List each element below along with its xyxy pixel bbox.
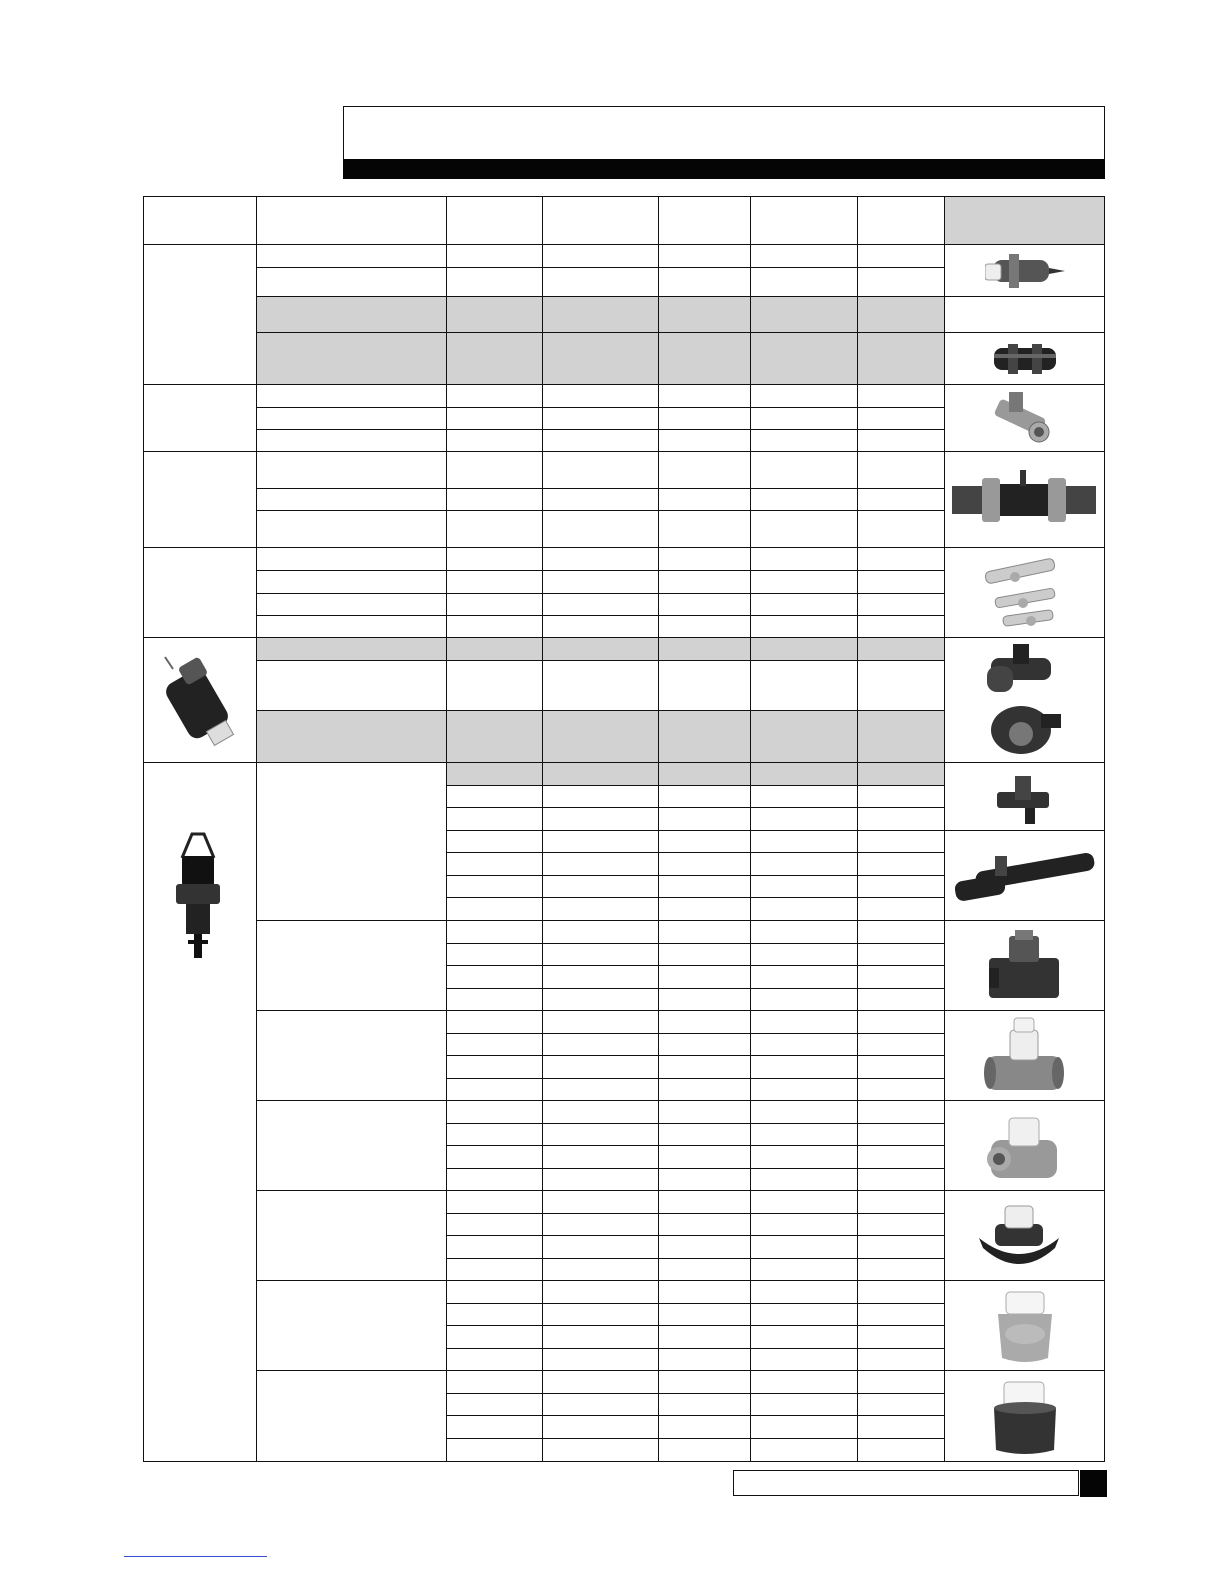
data-cell: [858, 661, 945, 711]
data-cell: [543, 1439, 659, 1462]
data-cell: [659, 763, 751, 786]
data-cell: [659, 989, 751, 1011]
data-cell: [543, 333, 659, 385]
data-cell: [751, 594, 858, 616]
data-cell: [543, 1056, 659, 1079]
data-cell: [858, 594, 945, 616]
data-cell: [751, 831, 858, 853]
data-cell: [447, 1394, 543, 1416]
threaded-union-fitting-image: [990, 338, 1060, 380]
data-cell: [257, 430, 447, 452]
header-cell: [143, 196, 257, 245]
data-cell: [543, 1281, 659, 1304]
data-cell: [751, 989, 858, 1011]
data-cell: [447, 1326, 543, 1349]
data-cell: [543, 1214, 659, 1236]
sensor-type-cell: [143, 452, 257, 548]
data-cell: [543, 1304, 659, 1326]
molded-tee-and-saddle-image: [985, 642, 1063, 760]
data-cell: [751, 1124, 858, 1146]
data-cell: [659, 786, 751, 808]
data-cell: [543, 616, 659, 638]
data-cell: [257, 661, 447, 711]
data-cell: [659, 452, 751, 489]
fitting-kit-image: [975, 555, 1071, 633]
data-cell: [858, 944, 945, 966]
footer-label-box: [733, 1470, 1079, 1496]
data-cell: [543, 853, 659, 876]
data-cell: [543, 548, 659, 571]
data-cell: [447, 1259, 543, 1281]
data-cell: [447, 711, 543, 763]
data-cell: [858, 638, 945, 661]
data-cell: [543, 921, 659, 944]
data-cell: [447, 1169, 543, 1191]
data-cell: [858, 1439, 945, 1462]
data-cell: [257, 297, 447, 333]
data-cell: [543, 268, 659, 297]
iron-tee-image: [980, 1016, 1068, 1096]
data-cell: [659, 1326, 751, 1349]
data-cell: [858, 1034, 945, 1056]
data-cell: [447, 808, 543, 831]
data-cell: [751, 385, 858, 408]
data-cell: [751, 1349, 858, 1371]
data-cell: [751, 808, 858, 831]
data-cell: [659, 1394, 751, 1416]
data-cell: [447, 1124, 543, 1146]
data-cell: [543, 489, 659, 511]
sensor-type-cell: [143, 385, 257, 452]
data-cell: [659, 1034, 751, 1056]
data-cell: [543, 786, 659, 808]
clamp-saddle-image: [985, 1106, 1063, 1186]
fitting-type-cell: [257, 921, 447, 1011]
data-cell: [858, 245, 945, 268]
data-cell: [858, 511, 945, 548]
data-cell: [447, 661, 543, 711]
data-cell: [257, 511, 447, 548]
data-cell: [543, 1101, 659, 1124]
data-cell: [447, 385, 543, 408]
fitting-type-cell: [257, 1281, 447, 1371]
data-cell: [543, 876, 659, 898]
data-cell: [858, 1146, 945, 1169]
image-cell: [945, 297, 1105, 333]
data-cell: [659, 898, 751, 921]
data-cell: [751, 268, 858, 297]
data-cell: [858, 898, 945, 921]
data-cell: [858, 921, 945, 944]
data-cell: [257, 548, 447, 571]
data-cell: [447, 1304, 543, 1326]
data-cell: [447, 1349, 543, 1371]
data-cell: [751, 638, 858, 661]
data-cell: [751, 1394, 858, 1416]
data-cell: [543, 1371, 659, 1394]
data-cell: [858, 1281, 945, 1304]
data-cell: [858, 711, 945, 763]
data-cell: [751, 1326, 858, 1349]
data-cell: [543, 408, 659, 430]
data-cell: [858, 1124, 945, 1146]
data-cell: [447, 638, 543, 661]
fitting-type-cell: [257, 763, 447, 921]
data-cell: [447, 876, 543, 898]
data-cell: [858, 616, 945, 638]
data-cell: [751, 548, 858, 571]
data-cell: [543, 1416, 659, 1439]
data-cell: [659, 297, 751, 333]
data-cell: [659, 1281, 751, 1304]
data-cell: [751, 511, 858, 548]
data-cell: [858, 268, 945, 297]
data-cell: [543, 1146, 659, 1169]
data-cell: [659, 1079, 751, 1101]
header-cell: [447, 196, 543, 245]
title-underline-bar: [343, 159, 1105, 179]
data-cell: [447, 853, 543, 876]
data-cell: [543, 1034, 659, 1056]
data-cell: [751, 1146, 858, 1169]
data-cell: [659, 268, 751, 297]
data-cell: [751, 1214, 858, 1236]
data-cell: [543, 1259, 659, 1281]
sensor-type-cell: [143, 245, 257, 385]
header-cell: [751, 196, 858, 245]
data-cell: [858, 1326, 945, 1349]
data-cell: [858, 808, 945, 831]
header-cell: [945, 196, 1105, 245]
data-cell: [659, 1304, 751, 1326]
data-cell: [659, 548, 751, 571]
product-table: [143, 196, 1105, 1462]
data-cell: [659, 1439, 751, 1462]
data-cell: [858, 763, 945, 786]
data-cell: [543, 1079, 659, 1101]
data-cell: [751, 944, 858, 966]
data-cell: [257, 571, 447, 594]
data-cell: [257, 711, 447, 763]
data-cell: [858, 1191, 945, 1214]
data-cell: [447, 966, 543, 989]
data-cell: [659, 853, 751, 876]
data-cell: [858, 1416, 945, 1439]
data-cell: [543, 898, 659, 921]
data-cell: [858, 1304, 945, 1326]
data-cell: [858, 1259, 945, 1281]
data-cell: [447, 333, 543, 385]
data-cell: [543, 763, 659, 786]
data-cell: [751, 853, 858, 876]
data-cell: [659, 511, 751, 548]
data-cell: [751, 1439, 858, 1462]
data-cell: [543, 1191, 659, 1214]
data-cell: [659, 571, 751, 594]
data-cell: [543, 594, 659, 616]
data-cell: [257, 616, 447, 638]
data-cell: [257, 268, 447, 297]
header-cell: [543, 196, 659, 245]
data-cell: [751, 616, 858, 638]
data-cell: [447, 1056, 543, 1079]
data-cell: [858, 989, 945, 1011]
data-cell: [751, 245, 858, 268]
data-cell: [751, 876, 858, 898]
data-cell: [447, 489, 543, 511]
data-cell: [858, 1349, 945, 1371]
data-cell: [659, 245, 751, 268]
data-cell: [447, 1101, 543, 1124]
paddlewheel-sensor-image: [155, 655, 245, 751]
data-cell: [543, 1236, 659, 1259]
data-cell: [858, 489, 945, 511]
data-cell: [659, 1169, 751, 1191]
data-cell: [543, 808, 659, 831]
data-cell: [659, 711, 751, 763]
data-cell: [751, 786, 858, 808]
data-cell: [543, 638, 659, 661]
npt-tee-fitting-image: [985, 388, 1055, 446]
pvc-pipe-tee-image: [995, 772, 1051, 826]
data-cell: [659, 1416, 751, 1439]
data-cell: [447, 1416, 543, 1439]
data-cell: [659, 921, 751, 944]
data-cell: [751, 1236, 858, 1259]
data-cell: [858, 1371, 945, 1394]
data-cell: [447, 1439, 543, 1462]
data-cell: [659, 1259, 751, 1281]
data-cell: [543, 966, 659, 989]
data-cell: [659, 616, 751, 638]
data-cell: [751, 1416, 858, 1439]
data-cell: [659, 661, 751, 711]
data-cell: [543, 245, 659, 268]
sensor-type-cell: [143, 548, 257, 638]
data-cell: [751, 297, 858, 333]
data-cell: [858, 1169, 945, 1191]
data-cell: [543, 452, 659, 489]
data-cell: [858, 333, 945, 385]
data-cell: [447, 268, 543, 297]
data-cell: [447, 408, 543, 430]
data-cell: [858, 548, 945, 571]
data-cell: [659, 808, 751, 831]
fitting-type-cell: [257, 1371, 447, 1462]
fitting-type-cell: [257, 1191, 447, 1281]
fitting-type-cell: [257, 1101, 447, 1191]
data-cell: [447, 616, 543, 638]
data-cell: [858, 1056, 945, 1079]
product-image: [990, 1378, 1060, 1456]
data-cell: [447, 763, 543, 786]
data-cell: [257, 245, 447, 268]
page-title-box: [343, 106, 1105, 159]
data-cell: [447, 594, 543, 616]
data-cell: [543, 385, 659, 408]
data-cell: [543, 511, 659, 548]
data-cell: [543, 989, 659, 1011]
data-cell: [257, 408, 447, 430]
data-cell: [858, 1394, 945, 1416]
data-cell: [447, 1079, 543, 1101]
data-cell: [447, 297, 543, 333]
data-cell: [858, 831, 945, 853]
data-cell: [659, 831, 751, 853]
data-cell: [659, 944, 751, 966]
data-cell: [751, 333, 858, 385]
data-cell: [659, 430, 751, 452]
data-cell: [543, 1394, 659, 1416]
data-cell: [659, 1349, 751, 1371]
data-cell: [447, 452, 543, 489]
data-cell: [751, 1371, 858, 1394]
data-cell: [751, 921, 858, 944]
data-cell: [543, 571, 659, 594]
data-cell: [447, 548, 543, 571]
data-cell: [858, 1079, 945, 1101]
data-cell: [751, 1304, 858, 1326]
data-cell: [543, 1326, 659, 1349]
data-cell: [447, 511, 543, 548]
data-cell: [751, 1101, 858, 1124]
data-cell: [447, 786, 543, 808]
data-cell: [447, 430, 543, 452]
data-cell: [447, 1011, 543, 1034]
data-cell: [447, 831, 543, 853]
data-cell: [858, 430, 945, 452]
data-cell: [659, 1101, 751, 1124]
inline-sensor-image: [985, 250, 1065, 290]
data-cell: [659, 1236, 751, 1259]
data-cell: [543, 831, 659, 853]
data-cell: [751, 1011, 858, 1034]
data-cell: [659, 489, 751, 511]
threaded-tee-adapter-image: [955, 840, 1095, 908]
data-cell: [543, 944, 659, 966]
data-cell: [543, 430, 659, 452]
data-cell: [751, 898, 858, 921]
data-cell: [543, 297, 659, 333]
data-cell: [751, 763, 858, 786]
data-cell: [659, 1191, 751, 1214]
data-cell: [659, 1056, 751, 1079]
data-cell: [543, 1124, 659, 1146]
weldolet-fitting-image: [975, 1198, 1063, 1270]
data-cell: [447, 1191, 543, 1214]
data-cell: [751, 1169, 858, 1191]
data-cell: [751, 452, 858, 489]
data-cell: [659, 1371, 751, 1394]
pvc-tee-image: [168, 828, 228, 960]
data-cell: [447, 1034, 543, 1056]
data-cell: [858, 966, 945, 989]
data-cell: [447, 898, 543, 921]
data-cell: [858, 571, 945, 594]
data-cell: [659, 966, 751, 989]
data-cell: [447, 1371, 543, 1394]
fitting-type-cell: [257, 1011, 447, 1101]
data-cell: [659, 876, 751, 898]
data-cell: [858, 876, 945, 898]
data-cell: [858, 385, 945, 408]
data-cell: [257, 638, 447, 661]
data-cell: [858, 1011, 945, 1034]
data-cell: [751, 1259, 858, 1281]
data-cell: [257, 452, 447, 489]
header-cell: [858, 196, 945, 245]
data-cell: [751, 571, 858, 594]
data-cell: [447, 989, 543, 1011]
data-cell: [447, 1281, 543, 1304]
data-cell: [751, 1034, 858, 1056]
data-cell: [543, 711, 659, 763]
data-cell: [751, 1056, 858, 1079]
data-cell: [858, 297, 945, 333]
data-cell: [659, 408, 751, 430]
data-cell: [659, 1124, 751, 1146]
data-cell: [659, 1011, 751, 1034]
data-cell: [257, 489, 447, 511]
data-cell: [257, 594, 447, 616]
data-cell: [858, 786, 945, 808]
data-cell: [858, 408, 945, 430]
footer-link[interactable]: [124, 1556, 267, 1557]
data-cell: [858, 853, 945, 876]
data-cell: [543, 1011, 659, 1034]
data-cell: [858, 452, 945, 489]
data-cell: [751, 1079, 858, 1101]
rubber-saddle-fitting-image: [992, 1288, 1058, 1366]
data-cell: [659, 638, 751, 661]
data-cell: [858, 1214, 945, 1236]
data-cell: [751, 408, 858, 430]
data-cell: [257, 385, 447, 408]
data-cell: [659, 594, 751, 616]
data-cell: [751, 1281, 858, 1304]
data-cell: [257, 333, 447, 385]
data-cell: [447, 921, 543, 944]
footer-page-tab: [1080, 1470, 1107, 1497]
data-cell: [543, 661, 659, 711]
data-cell: [447, 944, 543, 966]
data-cell: [447, 571, 543, 594]
data-cell: [543, 1169, 659, 1191]
data-cell: [543, 1349, 659, 1371]
data-cell: [447, 245, 543, 268]
data-cell: [751, 711, 858, 763]
data-cell: [858, 1236, 945, 1259]
header-cell: [257, 196, 447, 245]
data-cell: [447, 1214, 543, 1236]
data-cell: [659, 1146, 751, 1169]
flanged-pipe-section-image: [952, 468, 1096, 532]
data-cell: [659, 333, 751, 385]
data-cell: [659, 385, 751, 408]
data-cell: [659, 1214, 751, 1236]
data-cell: [447, 1146, 543, 1169]
data-cell: [751, 430, 858, 452]
header-cell: [659, 196, 751, 245]
data-cell: [751, 966, 858, 989]
data-cell: [751, 661, 858, 711]
data-cell: [751, 489, 858, 511]
bronze-tee-image: [985, 928, 1063, 1004]
data-cell: [858, 1101, 945, 1124]
data-cell: [447, 1236, 543, 1259]
data-cell: [751, 1191, 858, 1214]
